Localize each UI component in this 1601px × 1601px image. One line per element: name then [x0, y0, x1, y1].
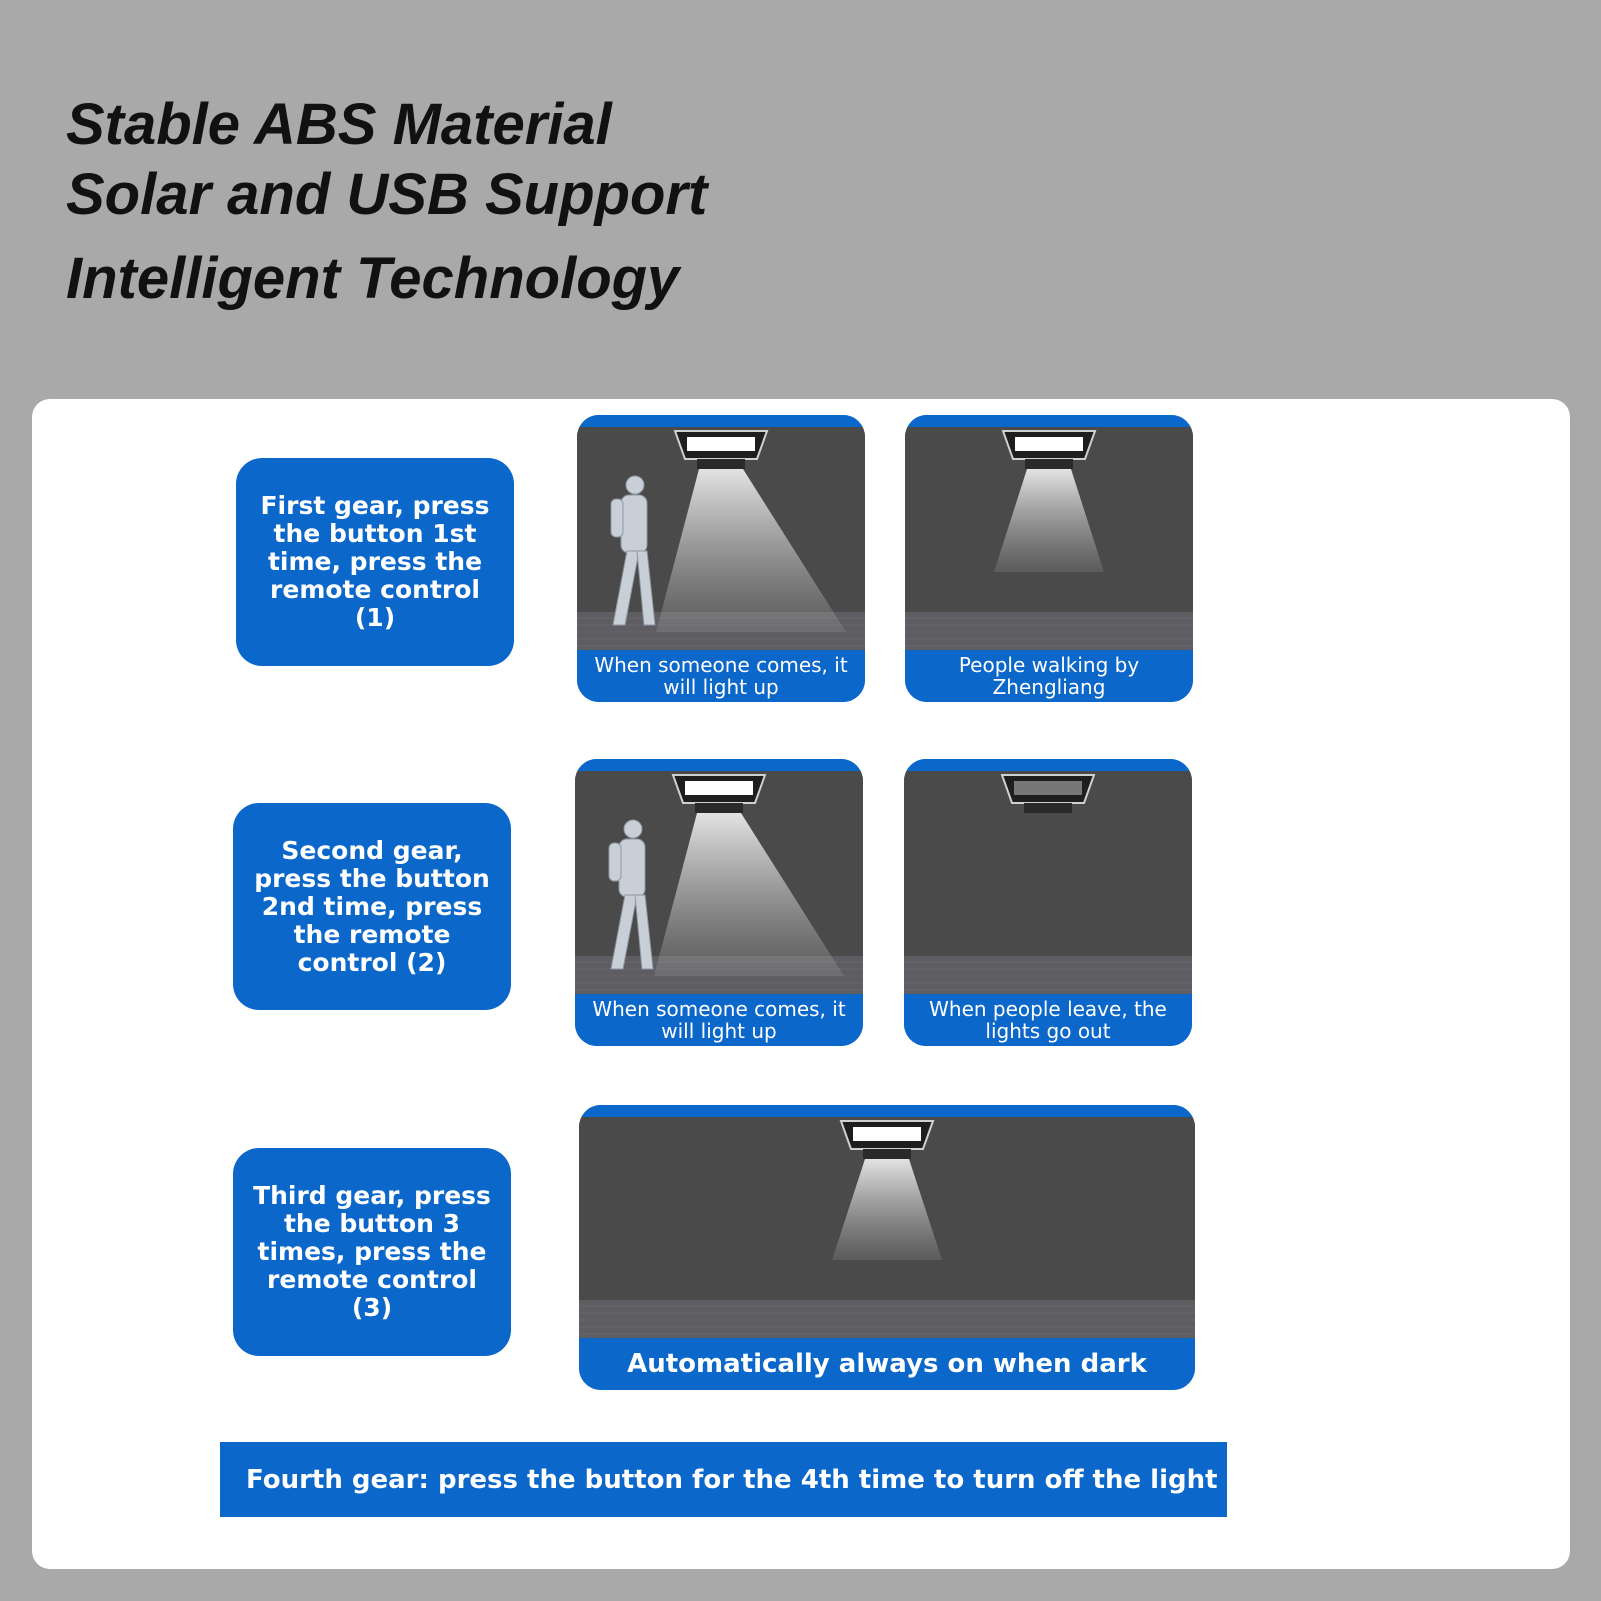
person-backpack	[611, 499, 623, 537]
person-head	[624, 820, 642, 838]
gear-2-label: Second gear, press the button 2nd time, press the remote control (2)	[233, 803, 511, 1010]
fourth-gear-text: Fourth gear: press the button for the 4th time to turn off the light	[246, 1464, 1218, 1495]
headline-solar-usb: Solar and USB Support	[66, 162, 708, 227]
fourth-gear-bar	[220, 1442, 1227, 1517]
headline-abs-material: Stable ABS Material	[66, 92, 612, 157]
lamp-leds	[1014, 781, 1082, 795]
person-head	[626, 476, 644, 494]
person-torso	[621, 495, 647, 553]
gear-1-label: First gear, press the button 1st time, press the remote control (1)	[236, 458, 514, 666]
lamp-leds	[1015, 437, 1083, 451]
lamp-sensor	[863, 1149, 911, 1159]
headline-intelligent-tech: Intelligent Technology	[66, 246, 680, 311]
lamp-sensor	[1024, 803, 1072, 813]
scene-top-band	[579, 1105, 1195, 1117]
gear-2-photo-2-caption: When people leave, the lights go out	[904, 994, 1192, 1046]
lamp-leds	[685, 781, 753, 795]
scene-top-band	[904, 759, 1192, 771]
person-backpack	[609, 843, 621, 881]
gear-2-photo-1-caption: When someone comes, it will light up	[575, 994, 863, 1046]
gear-1-photo-2	[905, 415, 1193, 702]
lamp-leds	[853, 1127, 921, 1141]
scene-top-band	[577, 415, 865, 427]
lamp-sensor	[1025, 459, 1073, 469]
scene-top-band	[575, 759, 863, 771]
scene-top-band	[905, 415, 1193, 427]
lamp-leds	[687, 437, 755, 451]
person-torso	[619, 839, 645, 897]
gear-3-photo-1	[579, 1105, 1195, 1390]
gear-2-photo-1	[575, 759, 863, 1046]
gear-1-photo-1-caption: When someone comes, it will light up	[577, 650, 865, 702]
gear-2-photo-2	[904, 759, 1192, 1046]
gear-1-photo-1	[577, 415, 865, 702]
lamp-sensor	[697, 459, 745, 469]
lamp-sensor	[695, 803, 743, 813]
gear-1-photo-2-caption: People walking by Zhengliang	[905, 650, 1193, 702]
gear-3-label: Third gear, press the button 3 times, press the remote control (3)	[233, 1148, 511, 1356]
gear-3-photo-1-caption: Automatically always on when dark	[579, 1338, 1195, 1390]
